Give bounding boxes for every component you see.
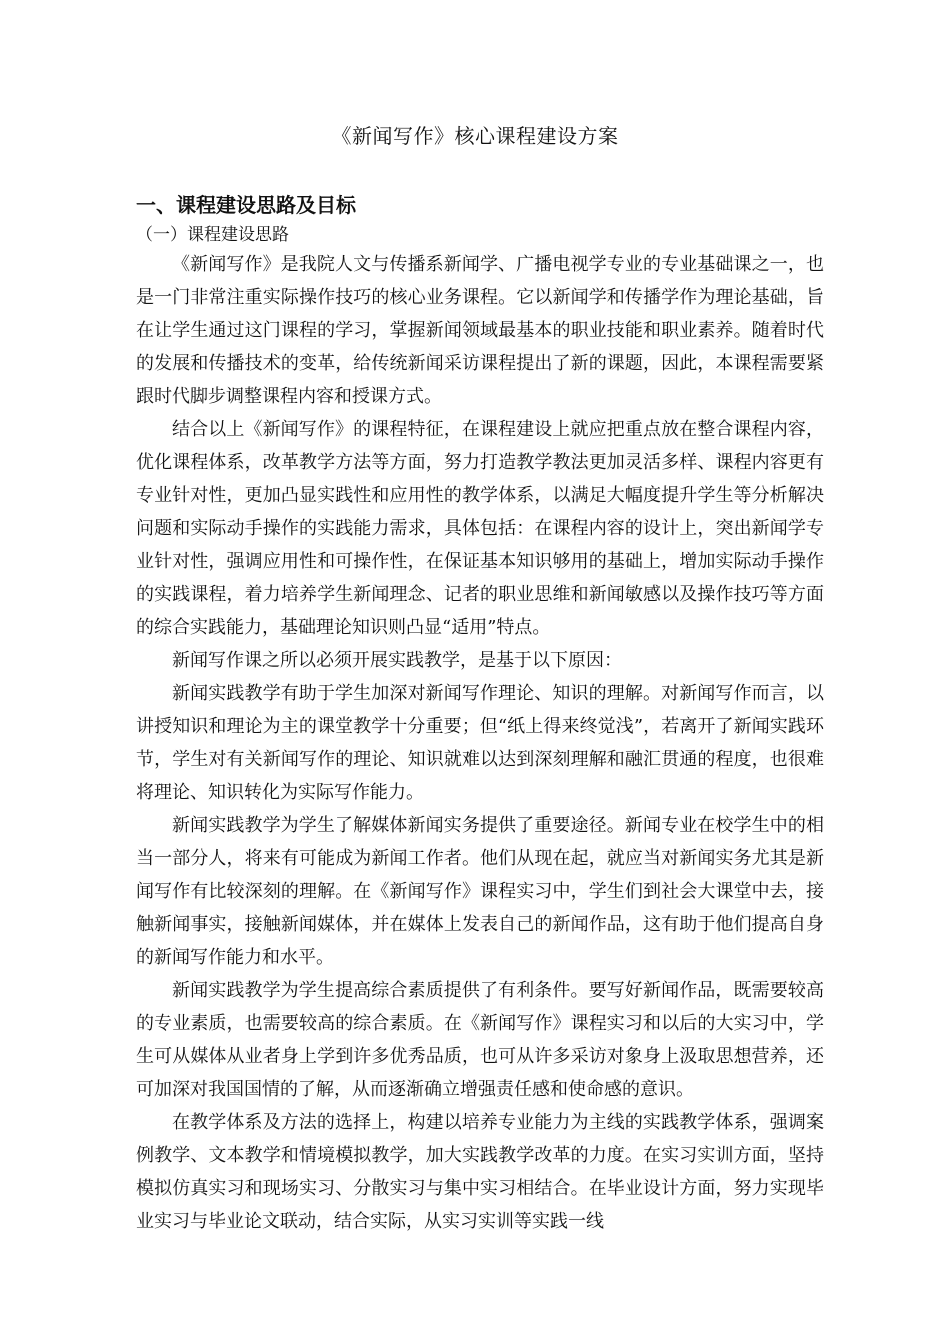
paragraph: 新闻实践教学为学生了解媒体新闻实务提供了重要途径。新闻专业在校学生中的相当一部分人，将来有可能成为新闻工作者。他们从现在起，就应当对新闻实务尤其是新闻写作有比较深刻的理解。在《新闻写作》课程实习中，学生们到社会大课堂中去，接触新闻事实，接触新闻媒体，并在媒体上发表自己的新闻作品，这有助于他们提高自身的新闻写作能力和水平。 — [136, 815, 824, 968]
body-text — [136, 248, 824, 1238]
document-title: 《新闻写作》核心课程建设方案 — [331, 124, 619, 148]
section-heading: 一、课程建设思路及目标 — [136, 193, 356, 217]
paragraph: 新闻实践教学有助于学生加深对新闻写作理论、知识的理解。对新闻写作而言，以讲授知识和理论为主的课堂教学十分重要；但“纸上得来终觉浅”，若离开了新闻实践环节，学生对有关新闻写作的理论、知识就难以达到深刻理解和融汇贯通的程度，也很难将理论、知识转化为实际写作能力。 — [136, 683, 824, 803]
paragraph: 新闻实践教学为学生提高综合素质提供了有利条件。要写好新闻作品，既需要较高的专业素质，也需要较高的综合素质。在《新闻写作》课程实习和以后的大实习中，学生可从媒体从业者身上学到许多优秀品质，也可从许多采访对象身上汲取思想营养，还可加深对我国国情的了解，从而逐渐确立增强责任感和使命感的意识。 — [136, 980, 824, 1100]
paragraph: 结合以上《新闻写作》的课程特征，在课程建设上就应把重点放在整合课程内容，优化课程体系，改革教学方法等方面，努力打造教学教法更加灵活多样、课程内容更有专业针对性，更加凸显实践性和应用性的教学体系，以满足大幅度提升学生等分析解决问题和实际动手操作的实践能力需求，具体包括：在课程内容的设计上，突出新闻学专业针对性，强调应用性和可操作性，在保证基本知识够用的基础上，增加实际动手操作的实践课程，着力培养学生新闻理念、记者的职业思维和新闻敏感以及操作技巧等方面的综合实践能力，基础理论知识则凸显“适用”特点。 — [136, 419, 824, 638]
paragraph: 在教学体系及方法的选择上，构建以培养专业能力为主线的实践教学体系，强调案例教学、文本教学和情境模拟教学，加大实践教学改革的力度。在实习实训方面，坚持模拟仿真实习和现场实习、分散实习与集中实习相结合。在毕业设计方面，努力实现毕业实习与毕业论文联动，结合实际，从实习实训等实践一线 — [136, 1112, 824, 1232]
paragraph: 新闻写作课之所以必须开展实践教学，是基于以下原因： — [172, 650, 622, 671]
subsection-heading: （一）课程建设思路 — [136, 225, 289, 245]
paragraph: 《新闻写作》是我院人文与传播系新闻学、广播电视学专业的专业基础课之一，也是一门非常注重实际操作技巧的核心业务课程。它以新闻学和传播学作为理论基础，旨在让学生通过这门课程的学习，掌握新闻领域最基本的职业技能和职业素养。随着时代的发展和传播技术的变革，给传统新闻采访课程提出了新的课题，因此，本课程需要紧跟时代脚步调整课程内容和授课方式。 — [136, 254, 824, 407]
